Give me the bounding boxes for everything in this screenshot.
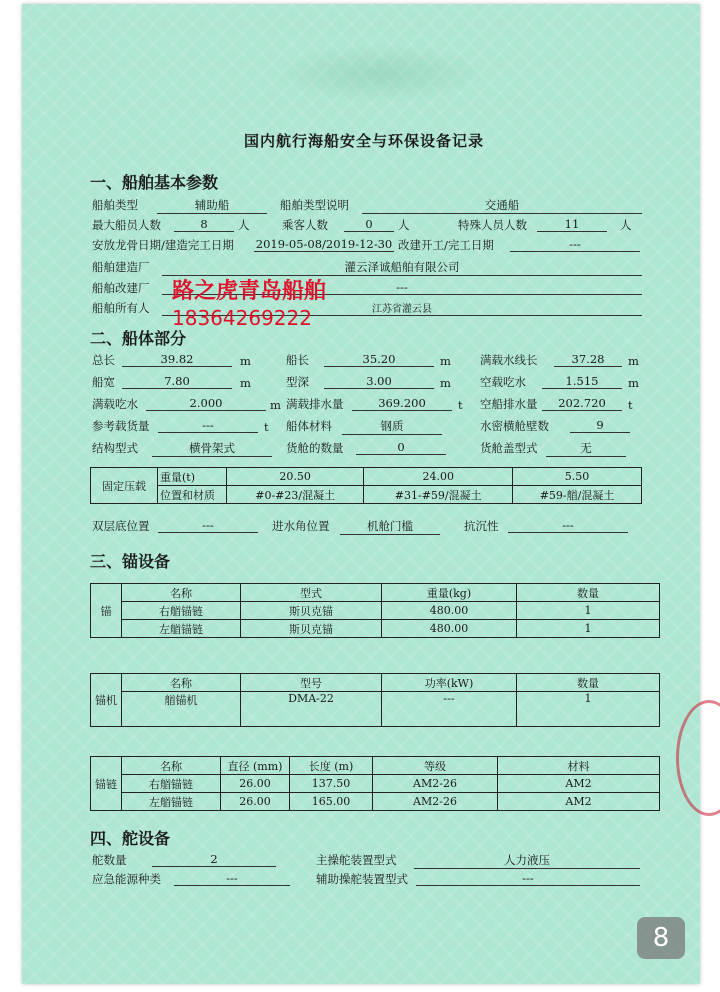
- chain-header-name: 名称: [122, 757, 221, 775]
- breadth-unit: m: [240, 376, 251, 390]
- special-label: 特殊人员人数: [458, 218, 527, 232]
- anchor-row-1-type: 斯贝克锚: [241, 602, 382, 620]
- light-draft-value: 1.515: [542, 374, 622, 389]
- main-steering-label: 主操舵装置型式: [316, 853, 397, 867]
- modify-date-value: ---: [510, 237, 640, 252]
- depth-label: 型深: [286, 375, 309, 389]
- hull-material-value: 钢质: [342, 418, 442, 435]
- table-row: [91, 692, 660, 727]
- lwl-value: 37.28: [554, 352, 622, 367]
- chain-label: 锚链: [91, 757, 122, 811]
- anchor-row-2-qty: 1: [517, 620, 660, 638]
- table-row: [91, 775, 660, 793]
- hatch-value: 无: [546, 440, 626, 457]
- owner-label: 船舶所有人: [92, 301, 150, 315]
- anchor-header-qty: 数量: [517, 584, 660, 602]
- hatch-label: 货舱盖型式: [480, 441, 538, 455]
- anchor-row-1-qty: 1: [517, 602, 660, 620]
- windlass-header-power: 功率(kW): [382, 674, 517, 692]
- full-disp-unit: t: [458, 398, 463, 412]
- hull-material-label: 船体材料: [286, 419, 332, 433]
- anchor-row-1-weight: 480.00: [382, 602, 517, 620]
- emergency-power-label: 应急能源种类: [92, 872, 161, 886]
- chain-header-material: 材料: [498, 757, 660, 775]
- double-bottom-value: ---: [158, 518, 258, 533]
- bulkhead-value: 9: [570, 418, 630, 433]
- depth-unit: m: [440, 376, 451, 390]
- bulkhead-label: 水密横舱壁数: [480, 419, 549, 433]
- watermark-company: 路之虎青岛船舶: [172, 279, 327, 304]
- chain-row-1-material: AM2: [498, 775, 660, 793]
- ballast-position-2: #31-#59/混凝土: [364, 486, 513, 504]
- ship-type-label: 船舶类型: [92, 198, 138, 212]
- ship-type-value: 辅助船: [157, 197, 267, 214]
- chain-row-1-grade: AM2-26: [373, 775, 498, 793]
- chain-row-1-name: 右艏锚链: [122, 775, 221, 793]
- table-row: [91, 620, 660, 638]
- ballast-weight-label: 重量(t): [158, 468, 227, 486]
- chain-header-length: 长度 (m): [290, 757, 373, 775]
- ballast-position-3: #59-艏/混凝土: [513, 486, 642, 504]
- aux-steering-label: 辅助操舵装置型式: [316, 872, 408, 886]
- ballast-weight-1: 20.50: [227, 468, 364, 486]
- anchor-row-2-type: 斯贝克锚: [241, 620, 382, 638]
- section-1-heading: 一、船舶基本参数: [90, 173, 219, 192]
- flood-angle-label: 进水角位置: [272, 519, 330, 533]
- anchor-row-1-name: 右艏锚链: [122, 602, 241, 620]
- chain-row-2-length: 165.00: [290, 793, 373, 811]
- anchor-header-name: 名称: [122, 584, 241, 602]
- chain-row-2-diameter: 26.00: [221, 793, 290, 811]
- loa-unit: m: [240, 354, 251, 368]
- section-3-heading: 三、锚设备: [90, 552, 171, 571]
- modify-date-label: 改建开工/完工日期: [398, 238, 494, 252]
- anchor-header-type: 型式: [241, 584, 382, 602]
- ship-type-desc-label: 船舶类型说明: [280, 198, 349, 212]
- special-value: 11: [537, 217, 607, 232]
- chain-row-2-name: 左艏锚链: [122, 793, 221, 811]
- lpp-unit: m: [440, 354, 451, 368]
- anchor-header-weight: 重量(kg): [382, 584, 517, 602]
- anchor-row-2-weight: 480.00: [382, 620, 517, 638]
- chain-row-1-length: 137.50: [290, 775, 373, 793]
- ship-type-desc-value: 交通船: [362, 197, 642, 214]
- windlass-name: 艏锚机: [122, 692, 241, 727]
- frame-type-label: 结构型式: [92, 441, 138, 455]
- windlass-label: 锚机: [91, 674, 122, 727]
- anchor-label: 锚: [91, 584, 122, 638]
- keel-date-value: 2019-05-08/2019-12-30: [255, 237, 393, 251]
- full-disp-value: 369.200: [352, 396, 452, 411]
- windlass-model: DMA-22: [241, 692, 382, 727]
- full-disp-label: 满载排水量: [286, 397, 344, 411]
- loa-value: 39.82: [122, 352, 232, 367]
- page-number-badge: 8: [637, 917, 685, 959]
- windlass-table: [90, 673, 660, 727]
- max-crew-value: 8: [174, 217, 234, 232]
- windlass-power: ---: [382, 692, 517, 727]
- max-crew-label: 最大船员人数: [92, 218, 161, 232]
- lpp-label: 船长: [286, 353, 309, 367]
- holds-value: 0: [356, 440, 446, 455]
- rudder-count-value: 2: [152, 852, 276, 867]
- modifier-value: ---: [162, 280, 642, 295]
- full-draft-label: 满载吃水: [92, 397, 138, 411]
- certificate-page: [22, 4, 700, 984]
- aux-steering-value: ---: [416, 871, 640, 886]
- full-draft-unit: m: [270, 398, 281, 412]
- sinkage-value: ---: [508, 518, 628, 533]
- document-title: 国内航行海船安全与环保设备记录: [244, 132, 485, 150]
- double-bottom-label: 双层底位置: [92, 519, 150, 533]
- light-disp-value: 202.720: [542, 396, 622, 411]
- chain-header-diameter: 直径 (mm): [221, 757, 290, 775]
- table-row: [91, 793, 660, 811]
- anchor-table: [90, 583, 660, 638]
- chain-table: [90, 756, 660, 811]
- windlass-header-model: 型号: [241, 674, 382, 692]
- chain-row-2-material: AM2: [498, 793, 660, 811]
- windlass-header-name: 名称: [122, 674, 241, 692]
- builder-label: 船舶建造厂: [92, 260, 150, 274]
- depth-value: 3.00: [324, 374, 434, 389]
- modifier-label: 船舶改建厂: [92, 281, 150, 295]
- full-draft-value: 2.000: [146, 396, 266, 411]
- passengers-unit: 人: [398, 218, 410, 232]
- breadth-value: 7.80: [122, 374, 232, 389]
- chain-row-2-grade: AM2-26: [373, 793, 498, 811]
- crew-unit: 人: [238, 218, 250, 232]
- ref-cargo-unit: t: [264, 420, 269, 434]
- chain-row-1-diameter: 26.00: [221, 775, 290, 793]
- lwl-unit: m: [628, 354, 639, 368]
- anchor-row-2-name: 左艏锚链: [122, 620, 241, 638]
- flood-angle-value: 机舱门槛: [340, 518, 440, 535]
- special-unit: 人: [620, 218, 632, 232]
- ref-cargo-value: ---: [158, 418, 258, 433]
- section-2-heading: 二、船体部分: [90, 329, 187, 348]
- owner-value: 江苏省灌云县: [162, 300, 642, 316]
- builder-value: 灌云泽诚船舶有限公司: [162, 259, 642, 276]
- windlass-header-qty: 数量: [517, 674, 660, 692]
- chain-header-grade: 等级: [373, 757, 498, 775]
- section-4-heading: 四、舵设备: [90, 829, 171, 848]
- light-draft-label: 空载吃水: [480, 375, 526, 389]
- ballast-position-label: 位置和材质: [158, 486, 227, 504]
- light-disp-unit: t: [628, 398, 633, 412]
- main-steering-value: 人力液压: [414, 852, 640, 869]
- windlass-qty: 1: [517, 692, 660, 727]
- ballast-position-1: #0-#23/混凝土: [227, 486, 364, 504]
- frame-type-value: 横骨架式: [152, 440, 272, 457]
- loa-label: 总长: [92, 353, 115, 367]
- ballast-label: 固定压载: [91, 468, 158, 504]
- ballast-weight-3: 5.50: [513, 468, 642, 486]
- lpp-value: 35.20: [324, 352, 434, 367]
- rudder-count-label: 舵数量: [92, 853, 127, 867]
- light-draft-unit: m: [628, 376, 639, 390]
- watermark-phone: 18364269222: [172, 306, 312, 330]
- ballast-table: [90, 467, 642, 504]
- holds-label: 货舱的数量: [286, 441, 344, 455]
- passengers-label: 乘客人数: [282, 218, 328, 232]
- ref-cargo-label: 参考载货量: [92, 419, 150, 433]
- emergency-power-value: ---: [174, 871, 290, 886]
- sinkage-label: 抗沉性: [464, 519, 499, 533]
- passengers-value: 0: [344, 217, 394, 232]
- ballast-weight-2: 24.00: [364, 468, 513, 486]
- table-row: [91, 602, 660, 620]
- keel-date-label: 安放龙骨日期/建造完工日期: [92, 238, 234, 252]
- breadth-label: 船宽: [92, 375, 115, 389]
- lwl-label: 满载水线长: [480, 353, 538, 367]
- light-disp-label: 空船排水量: [480, 397, 538, 411]
